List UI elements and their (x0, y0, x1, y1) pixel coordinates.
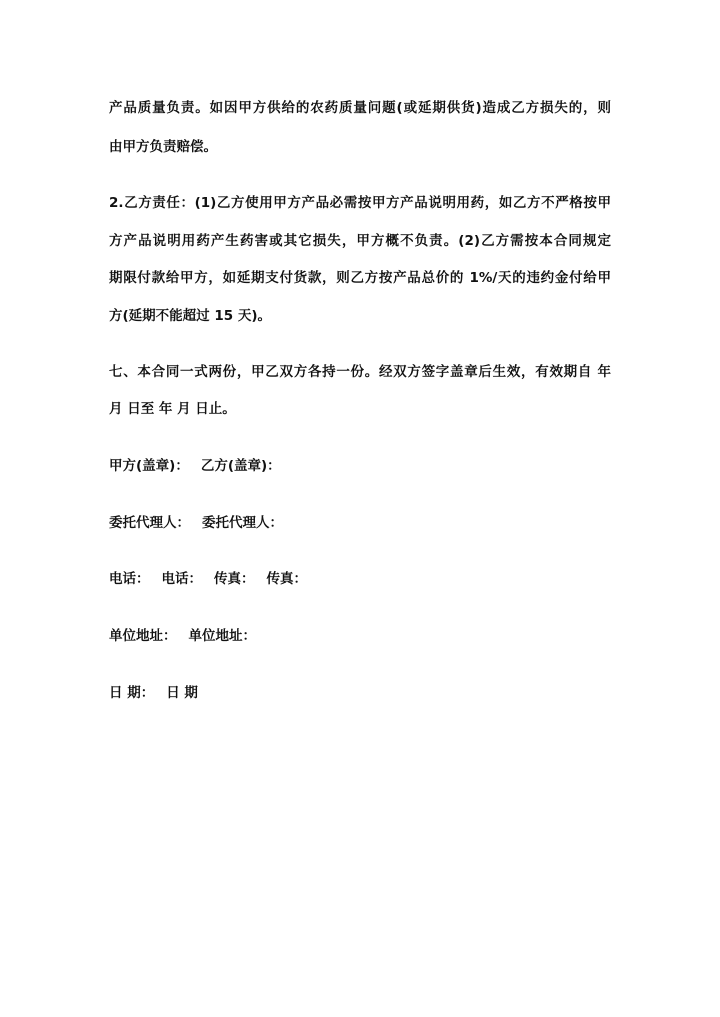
text-line: 产品质量负责。如因甲方供给的农药质量问题(或延期供货)造成乙方损失的，则 (109, 100, 611, 116)
signature-contact-row (109, 569, 319, 589)
signature-date-row (109, 683, 210, 703)
party-b-date-label: 日 期 (166, 685, 198, 701)
party-b-phone-label: 电话： (161, 571, 202, 587)
text-line: 期限付款给甲方，如延期支付货款，则乙方按产品总价的 1%/天的违约金付给甲 (109, 270, 611, 286)
party-b-agent-label: 委托代理人： (202, 515, 283, 531)
party-a-address-label: 单位地址： (109, 628, 177, 644)
text-line: 七、本合同一式两份，甲乙双方各持一份。经双方签字盖章后生效，有效期自 年 (109, 364, 611, 380)
signature-seal-row (109, 456, 293, 476)
text-line: 2.乙方责任：(1)乙方使用甲方产品必需按甲方产品说明用药，如乙方不严格按甲 (109, 195, 611, 211)
party-b-address-label: 单位地址： (188, 628, 256, 644)
party-a-agent-label: 委托代理人： (109, 515, 190, 531)
party-b-seal-label: 乙方(盖章)： (200, 458, 281, 474)
party-a-fax-label: 传真： (214, 571, 255, 587)
party-b-fax-label: 传真： (266, 571, 307, 587)
signature-agent-row (109, 513, 295, 533)
party-a-seal-label: 甲方(盖章)： (109, 458, 189, 474)
party-a-phone-label: 电话： (109, 571, 150, 587)
text-line: 方(延期不能超过 15 天)。 (109, 308, 272, 324)
text-line: 方产品说明用药产生药害或其它损失，甲方概不负责。(2)乙方需按本合同规定 (109, 233, 611, 249)
text-line: 月 日至 年 月 日止。 (109, 401, 236, 417)
signature-address-row (109, 626, 268, 646)
text-line: 由甲方负责赔偿。 (109, 139, 217, 155)
party-a-date-label: 日 期： (109, 685, 155, 701)
